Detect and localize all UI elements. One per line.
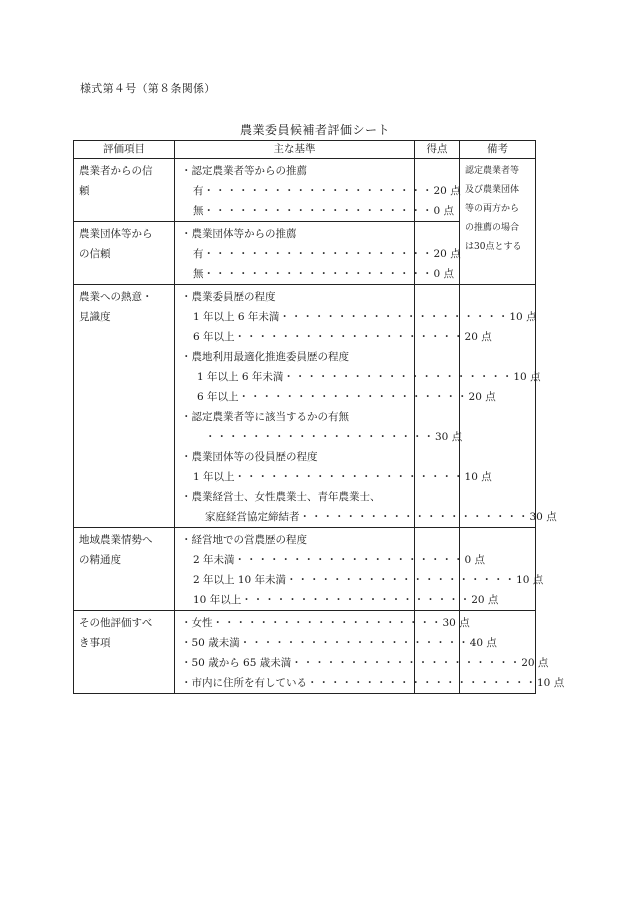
criteria-line: 1 年以上 6 年未満 ・・・・・・・・・・・・・・・・・・・・ 10 点 (181, 367, 414, 387)
points-value: 10 点 (464, 471, 492, 483)
criteria-line: 1 年以上 6 年未満 ・・・・・・・・・・・・・・・・・・・・ 10 点 (181, 307, 414, 327)
remarks-cell: 認定農業者等 及び農業団体 等の両方から の推薦の場合 は30点とする (460, 159, 536, 285)
points-value: 40 点 (469, 637, 497, 649)
criteria-line: ・農業委員歴の程度 (181, 291, 276, 303)
points-value: 20 点 (471, 594, 499, 606)
evaluation-item: 農業への熱意・ 見識度 (74, 285, 175, 528)
criteria-line: 2 年未満 ・・・・・・・・・・・・・・・・・・・・ 0 点 (181, 550, 414, 570)
points-value: 0 点 (433, 205, 455, 217)
evaluation-item: 農業者からの信 頼 (74, 159, 175, 222)
criteria-line: ・農業団体等からの推薦 (181, 228, 297, 240)
table-row (74, 611, 536, 694)
criteria-line: 無 ・・・・・・・・・・・・・・・・・・・・ 0 点 (181, 264, 414, 284)
criteria-line: 有 ・・・・・・・・・・・・・・・・・・・・ 20 点 (181, 181, 414, 201)
criteria-line: ・農地利用最適化推進委員歴の程度 (181, 351, 349, 363)
points-value: 0 点 (464, 554, 486, 566)
points-value: 20 点 (464, 331, 492, 343)
criteria-line: ・50 歳から 65 歳未満 ・・・・・・・・・・・・・・・・・・・・ 20 点 (181, 653, 414, 673)
points-value: 20 点 (433, 185, 461, 197)
points-value: 10 点 (537, 677, 565, 689)
points-value: 10 点 (509, 311, 537, 323)
points-value: 20 点 (521, 657, 549, 669)
criteria-line: 無 ・・・・・・・・・・・・・・・・・・・・ 0 点 (181, 201, 414, 221)
evaluation-item: 農業団体等から の信頼 (74, 222, 175, 285)
criteria-line: ・認定農業者等に該当するかの有無 (181, 411, 349, 423)
header-main-criteria: 主な基準 (175, 141, 415, 159)
points-value: 30 点 (435, 431, 463, 443)
criteria-line: 10 年以上 ・・・・・・・・・・・・・・・・・・・・ 20 点 (181, 590, 414, 610)
criteria-line: 6 年以上 ・・・・・・・・・・・・・・・・・・・・ 20 点 (181, 387, 414, 407)
criteria-line: ・経営地での営農歴の程度 (181, 534, 307, 546)
header-evaluation-item: 評価項目 (74, 141, 175, 159)
header-remarks: 備考 (460, 141, 536, 159)
points-value: 0 点 (433, 268, 455, 280)
table-row (74, 285, 536, 528)
header-score: 得点 (415, 141, 460, 159)
criteria-line: 1 年以上 ・・・・・・・・・・・・・・・・・・・・ 10 点 (181, 467, 414, 487)
evaluation-item: 地域農業情勢へ の精通度 (74, 528, 175, 611)
form-number: 様式第４号（第８条関係） (80, 82, 216, 95)
evaluation-item: その他評価すべ き事項 (74, 611, 175, 694)
criteria-cell (175, 222, 461, 285)
table-row (74, 159, 536, 222)
criteria-line: ・市内に住所を有している ・・・・・・・・・・・・・・・・・・・・ 10 点 (181, 673, 414, 693)
criteria-cell (175, 285, 557, 528)
sheet-title: 農業委員候補者評価シート (239, 123, 390, 137)
header-row (74, 141, 536, 159)
table-row (74, 528, 536, 611)
criteria-line: ・認定農業者等からの推薦 (181, 165, 307, 177)
points-value: 30 点 (529, 511, 557, 523)
criteria-cell (175, 528, 544, 611)
criteria-line: ・50 歳未満 ・・・・・・・・・・・・・・・・・・・・ 40 点 (181, 633, 414, 653)
criteria-line: 6 年以上 ・・・・・・・・・・・・・・・・・・・・ 20 点 (181, 327, 414, 347)
criteria-line: ・農業経営士、女性農業士、青年農業士、 (181, 491, 381, 503)
criteria-line: 家庭経営協定締結者 ・・・・・・・・・・・・・・・・・・・・ 30 点 (181, 507, 414, 527)
criteria-line: ・・・・・・・・・・・・・・・・・・・・ 30 点 (181, 427, 414, 447)
points-value: 10 点 (513, 371, 541, 383)
points-value: 10 点 (516, 574, 544, 586)
criteria-line: 有 ・・・・・・・・・・・・・・・・・・・・ 20 点 (181, 244, 414, 264)
criteria-cell (175, 159, 461, 222)
criteria-line: ・女性 ・・・・・・・・・・・・・・・・・・・・ 30 点 (181, 613, 414, 633)
points-value: 20 点 (433, 248, 461, 260)
criteria-cell (175, 611, 565, 694)
points-value: 20 点 (468, 391, 496, 403)
points-value: 30 点 (442, 617, 470, 629)
criteria-line: 2 年以上 10 年未満 ・・・・・・・・・・・・・・・・・・・・ 10 点 (181, 570, 414, 590)
criteria-line: ・農業団体等の役員歴の程度 (181, 451, 318, 463)
evaluation-table (73, 140, 565, 694)
